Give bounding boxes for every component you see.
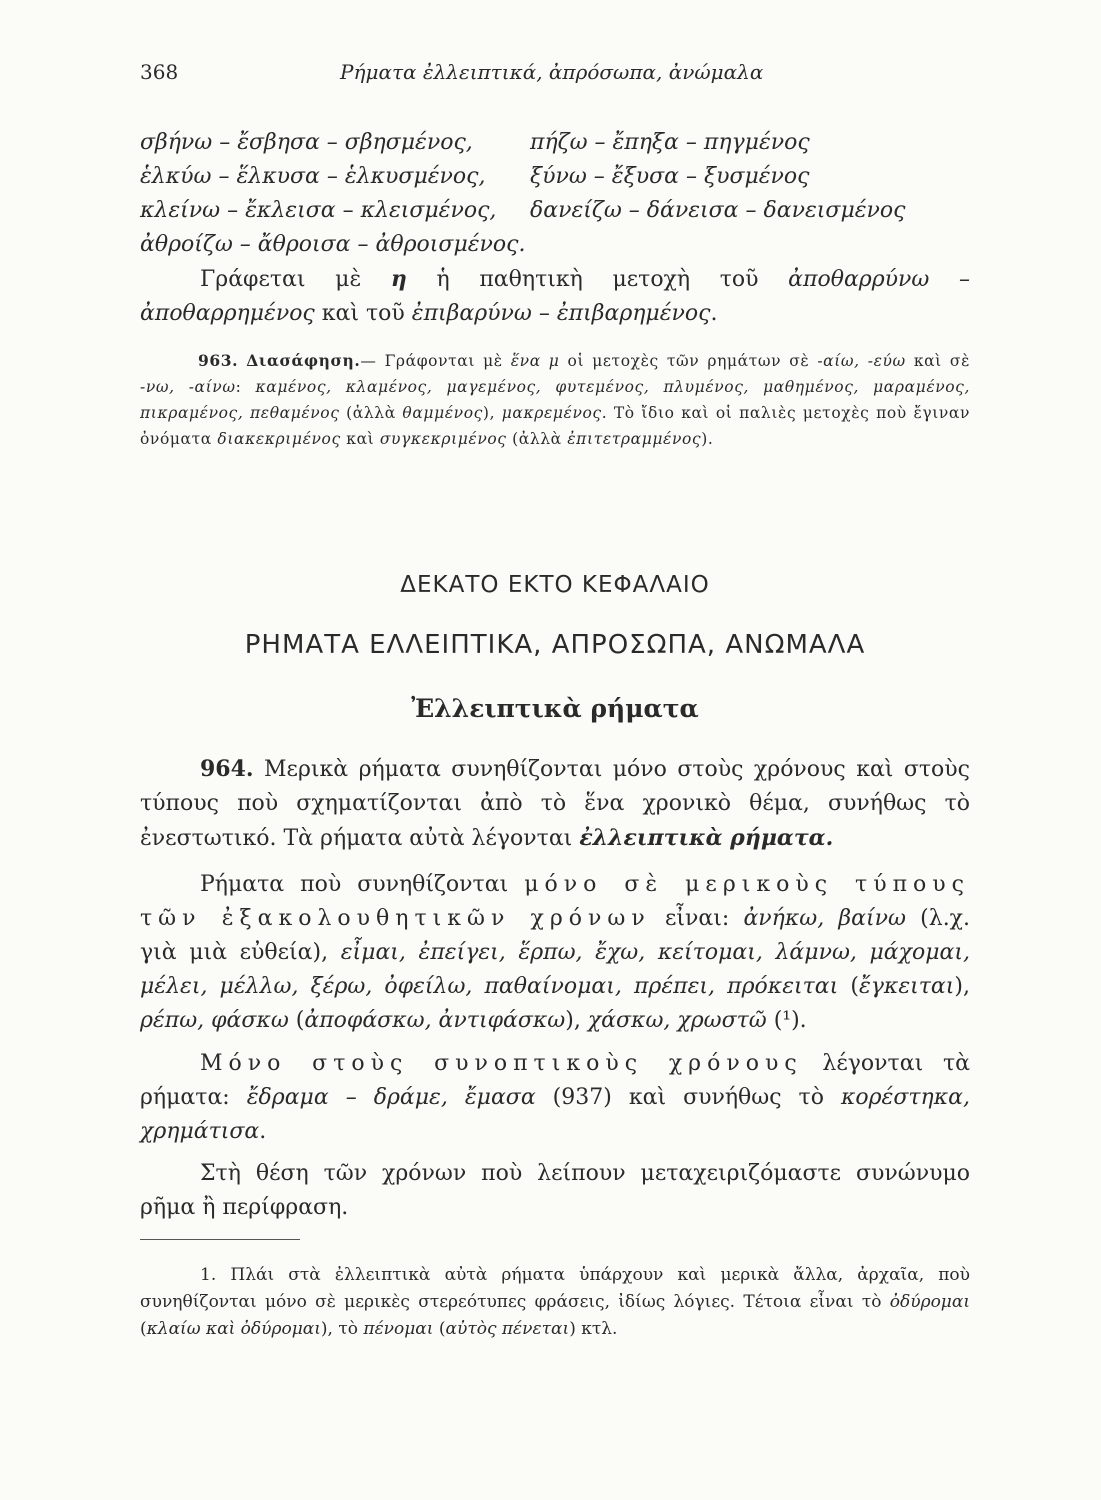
text-run: ). [701,430,714,448]
text-run: ἡ παθητικὴ μετοχὴ τοῦ [406,267,789,292]
text-run: η [390,266,407,292]
text-run: -νω, -αίνω [140,378,236,396]
chapter-label: ΔΕΚΑΤΟ ΕΚΤΟ ΚΕΦΑΛΑΙΟ [400,572,710,598]
text-run: ἔγκειται [858,974,955,999]
text-run: καὶ σὲ [905,352,971,370]
section-number: 963. [198,351,239,370]
text-run: μακρεμένος [501,404,602,422]
text-run: ( [288,1008,305,1033]
section-963 [140,348,970,452]
text-run: Μόνο στοὺς συνοπτικοὺς χρόνους [200,1051,803,1076]
text-run: ρέπω, φάσκω [140,1008,289,1033]
text-run: ἀνήκω, βαίνω [743,906,906,931]
text-run: συγκεκριμένος [379,430,507,448]
text-run: . [259,1119,267,1144]
text-run: διακεκριμένος [217,430,341,448]
section-title: Ἐλλειπτικὰ ρήματα [411,694,699,723]
text-run: -αίω, -εύω [817,352,906,370]
text-run: λέγονται τὰ ρήματα: [140,1051,971,1110]
text-run: Ρήματα ποὺ συνηθίζονται [200,872,525,897]
verb-pair-right: δανείζω – δάνεισα – δανεισμένος [530,198,906,223]
paragraph-present-only [140,868,970,1038]
text-run: εἶμαι, ἐπείγει, ἕρπω, ἔχω, κείτομαι, λάμνω, μάχομαι, μέλει, μέλλω, ξέρω, ὀφείλω, παθαίνομαι, πρέπει, πρόκειται [140,940,970,999]
verb-pairs-list [140,126,970,262]
page-number: 368 [140,60,179,84]
text-run: 1. Πλάι στὰ ἐλλειπτικὰ αὐτὰ ρήματα ὑπάρχουν καὶ μερικὰ ἄλλα, ἀρχαῖα, ποὺ συνηθίζονται μόνο σὲ μερικὲς στερεότυπες φράσεις, ἰδίως λόγιες. Τέτοια εἶναι τὸ [140,1265,970,1312]
running-title: Ρήματα ἐλλειπτικά, ἀπρόσωπα, ἀνώμαλα [340,60,764,84]
paragraph-missing-tenses: Στὴ θέση τῶν χρόνων ποὺ λείπουν μεταχειριζόμαστε συνώνυμο ρῆμα ἢ περίφραση. [140,1161,970,1220]
text-run: ἀποφάσκω, ἀντιφάσκω [304,1008,566,1033]
paragraph-graphetai [140,262,970,331]
text-run: καμένος, κλαμένος, μαγεμένος, φυτεμένος, πλυμένος, μαθημένος, μαραμένος, πικραμένος, πεθαμένος [140,378,970,422]
text-run: ἐπιβαρύνω – ἐπιβαρημένος [411,301,711,326]
footnote-divider [140,1239,300,1240]
footnote [140,1262,970,1343]
section-heading: Διασάφηση. [246,351,361,370]
text-run: . [710,301,718,326]
text-run: (λ.χ. γιὰ μιὰ εὐθεία), [140,906,971,965]
text-run: χάσκω, χρωστῶ [587,1008,767,1033]
verb-pair-row [140,126,970,160]
text-run: θαμμένος [402,404,483,422]
text-run: ( [433,1319,446,1339]
text-run: (937) καὶ συνήθως τὸ [535,1085,841,1110]
text-run: καὶ [340,430,380,448]
text-run: ἐπιτετραμμένος [567,430,702,448]
page-header [140,60,970,96]
text-run: Γράφεται μὲ [200,267,391,292]
text-run: ἐλλειπτικὰ ρήματα. [579,825,834,851]
text-run: (ἀλλὰ [339,404,403,422]
text-run: ( [838,974,859,999]
text-run: ἕνα μ [510,352,560,370]
section-number: 964. [200,756,254,782]
verb-pair-row [140,160,970,194]
verb-pair-row [140,228,970,262]
section-964 [140,752,970,856]
text-run: ἔδραμα – δράμε, ἔμασα [246,1085,536,1110]
text-run: — Γράφονται μὲ [360,352,511,370]
text-run: ), [482,404,502,422]
text-run: αὐτὸς πένεται [445,1319,570,1339]
text-run: . Τὸ ἴδιο καὶ οἱ παλιὲς μετοχὲς ποὺ ἔγιναν ὀνόματα [140,404,971,448]
chapter-title: ΡΗΜΑΤΑ ΕΛΛΕΙΠΤΙΚΑ, ΑΠΡΟΣΩΠΑ, ΑΝΩΜΑΛΑ [244,630,866,660]
text-run: Μερικὰ ρήματα συνηθίζονται μόνο στοὺς χρόνους καὶ στοὺς τύπους ποὺ σχηματίζονται ἀπὸ τὸ ἕνα χρονικὸ θέμα, συνήθως τὸ ἐνεστωτικό. Τὰ ρήματα αὐτὰ λέγονται [140,757,970,851]
text-run: ) κτλ. [569,1319,618,1339]
verb-pair-left: ἑλκύω – ἕλκυσα – ἑλκυσμένος, [140,164,486,189]
verb-pair-right: ξύνω – ἔξυσα – ξυσμένος [530,164,810,189]
verb-pair-left: κλείνω – ἔκλεισα – κλεισμένος, [140,198,497,223]
text-run: ), [954,974,970,999]
text-run: (ἀλλὰ [506,430,568,448]
text-run: ), [565,1008,588,1033]
text-run: ἀποθαρρύνω – ἀποθαρρημένος [140,267,970,326]
verb-pair-left: σβήνω – ἔσβησα – σβησμένος, [140,130,473,155]
verb-pair-right: πήζω – ἔπηξα – πηγμένος [530,130,810,155]
paragraph-aorist-only [140,1047,970,1149]
text-run: : [235,378,256,396]
verb-pair-left: ἀθροίζω – ἄθροισα – ἀθροισμένος. [140,232,526,257]
text-run: πένομαι [363,1319,434,1339]
text-run: κορέστηκα, χρημάτισα [140,1085,970,1144]
text-run: ), τὸ [320,1319,364,1339]
text-run: εἶναι: [650,906,744,931]
text-run: οἱ μετοχὲς τῶν ρημάτων σὲ [559,352,818,370]
verb-pair-row [140,194,970,228]
text-run: καὶ τοῦ [314,301,412,326]
text-run: ὀδύρομαι [889,1292,970,1312]
text-run: μόνο σὲ μερικοὺς τύπους τῶν ἐξακολουθητικῶν χρόνων [140,872,970,931]
text-run: κλαίω καὶ ὀδύρομαι [146,1319,321,1339]
text-run: (¹). [766,1008,807,1033]
text-run: ( [140,1319,147,1339]
